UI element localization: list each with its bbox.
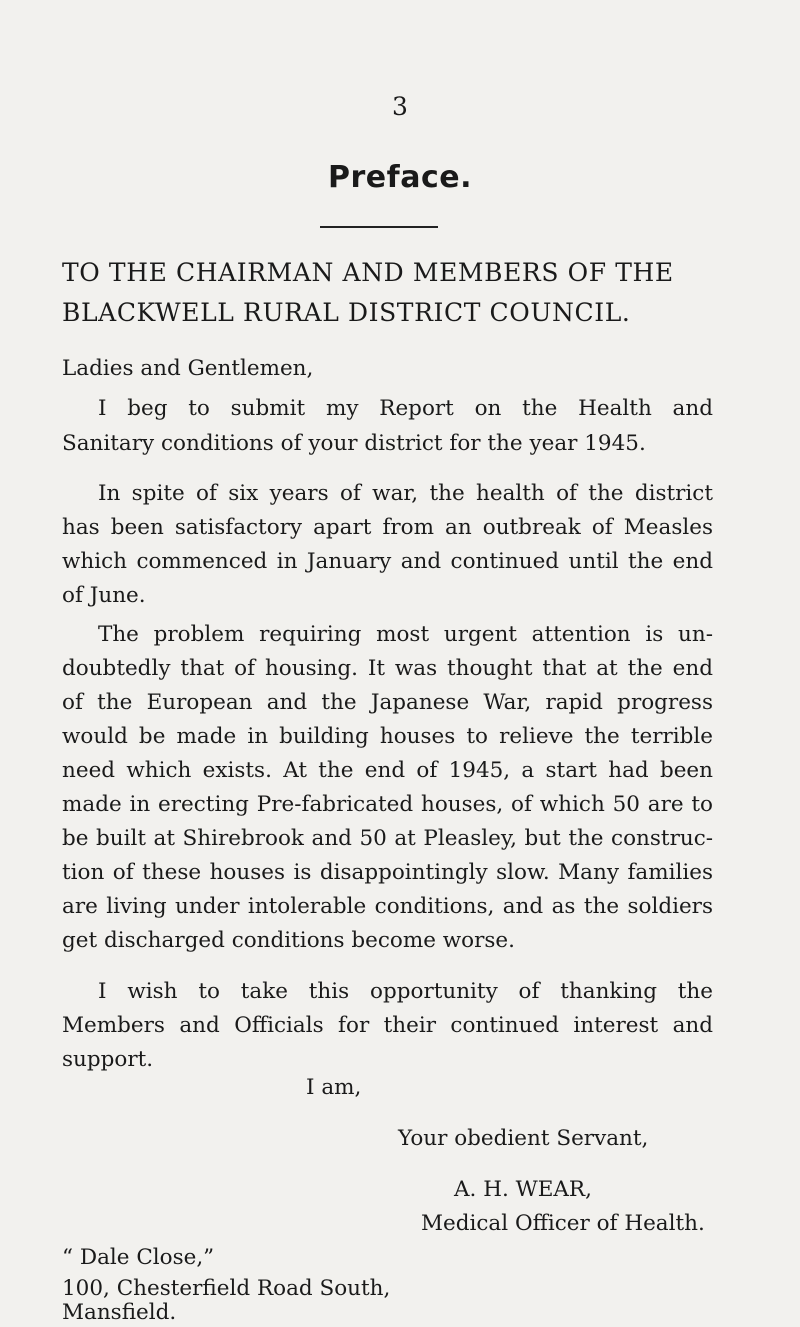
paragraph-line: tion of these houses is disappointingly slow. Many families: [62, 860, 713, 885]
paragraph-line: are living under intolerable conditions, and as the soldiers: [62, 894, 713, 919]
closing-valediction: Your obedient Servant,: [398, 1126, 649, 1151]
paragraph-line: be built at Shirebrook and 50 at Pleasley, but the construc-: [62, 826, 713, 851]
paragraph-line: made in erecting Pre-fabricated houses, of which 50 are to: [62, 792, 713, 817]
addressee-line: TO THE CHAIRMAN AND MEMBERS OF THE: [62, 258, 674, 287]
paragraph-line: get discharged conditions become worse.: [62, 928, 515, 953]
closing-i-am: I am,: [306, 1075, 362, 1100]
salutation: Ladies and Gentlemen,: [62, 356, 314, 381]
paragraph-line: In spite of six years of war, the health of the district: [98, 481, 713, 506]
addressee-line: BLACKWELL RURAL DISTRICT COUNCIL.: [62, 298, 631, 327]
paragraph-line: of the European and the Japanese War, rapid progress: [62, 690, 713, 715]
paragraph-line: need which exists. At the end of 1945, a start had been: [62, 758, 713, 783]
paragraph-line: doubtedly that of housing. It was thought that at the end: [62, 656, 713, 681]
signatory-position: Medical Officer of Health.: [421, 1211, 705, 1236]
sender-address-line: 100, Chesterfield Road South,: [62, 1276, 391, 1301]
paragraph-line: Members and Officials for their continued interest and: [62, 1013, 713, 1038]
signatory-name: A. H. WEAR,: [454, 1177, 592, 1202]
paragraph-line: which commenced in January and continued until the end: [62, 549, 713, 574]
paragraph-line: Sanitary conditions of your district for the year 1945.: [62, 431, 646, 456]
paragraph-line: The problem requiring most urgent attention is un-: [98, 622, 713, 647]
paragraph-line: of June.: [62, 583, 146, 608]
page-number: 3: [392, 92, 408, 121]
page-title: Preface.: [328, 160, 472, 195]
paragraph-line: would be made in building houses to relieve the terrible: [62, 724, 713, 749]
paragraph-line: I wish to take this opportunity of thanking the: [98, 979, 713, 1004]
sender-address-line: Mansfield.: [62, 1300, 177, 1325]
paragraph-line: I beg to submit my Report on the Health and: [98, 396, 713, 421]
paragraph-line: has been satisfactory apart from an outbreak of Measles: [62, 515, 713, 540]
sender-address-line: “ Dale Close,”: [62, 1245, 215, 1270]
paragraph-line: support.: [62, 1047, 154, 1072]
title-rule: [320, 226, 438, 228]
